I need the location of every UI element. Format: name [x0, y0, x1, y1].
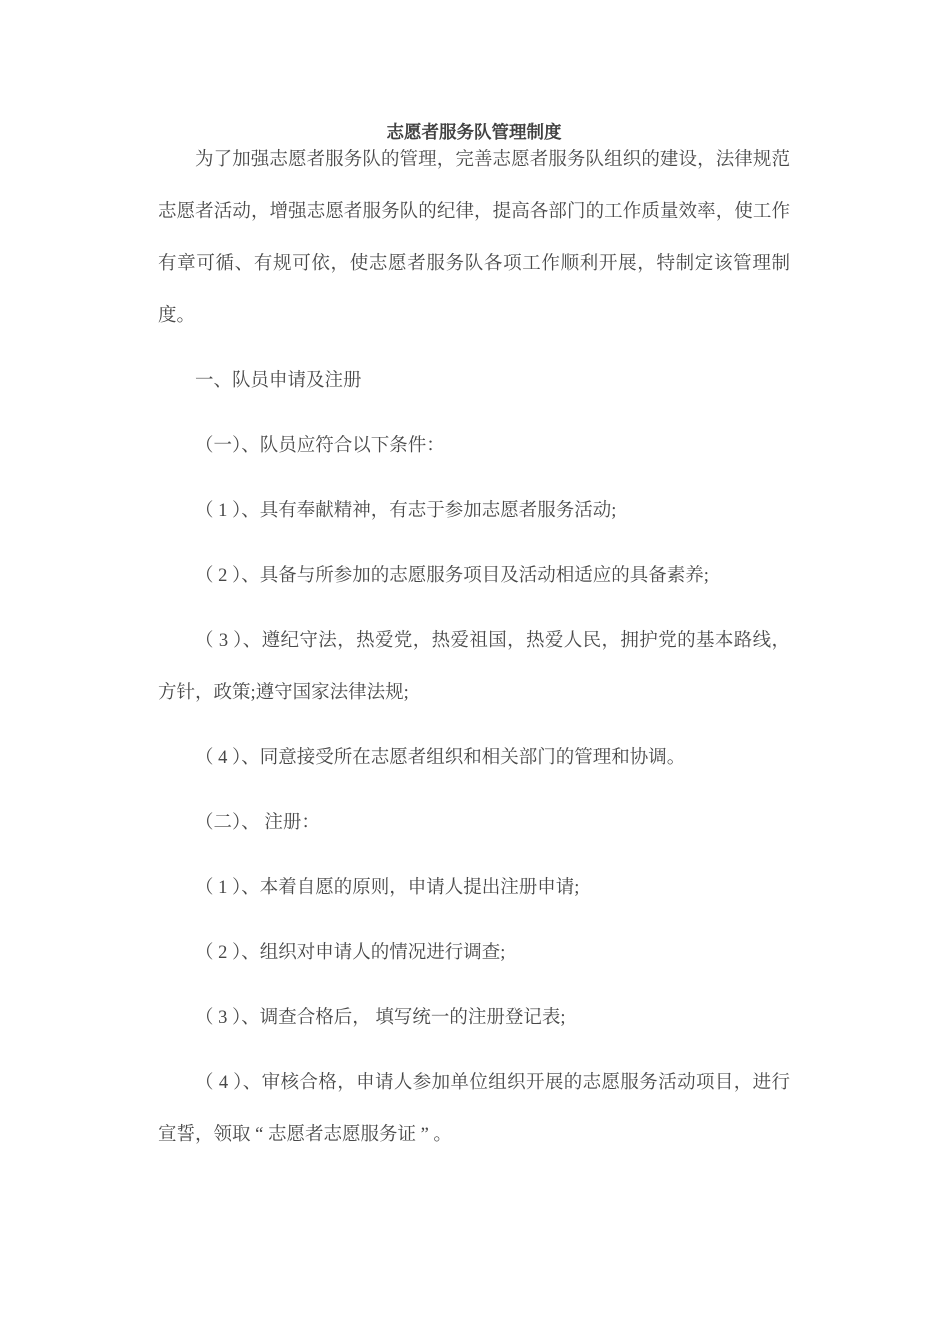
- paragraph: 一、队员申请及注册: [195, 371, 362, 391]
- paragraph: （ 2 ）、组织对申请人的情况进行调查;: [195, 943, 506, 963]
- paragraph: （一）、队员应符合以下条件：: [195, 436, 445, 456]
- paragraph: （ 1 ）、具有奉献精神，有志于参加志愿者服务活动;: [195, 501, 617, 521]
- document-title: 志愿者服务队管理制度: [386, 122, 562, 142]
- paragraph: （ 3 ）、遵纪守法，热爱党，热爱祖国，热爱人民，拥护党的基本路线，方针，政策;遵守国家法律法规;: [158, 631, 790, 703]
- paragraph: （ 2 ）、具备与所参加的志愿服务项目及活动相适应的具备素养;: [195, 566, 709, 586]
- paragraph: （ 4 ）、同意接受所在志愿者组织和相关部门的管理和协调。: [195, 748, 686, 768]
- paragraph: （二）、 注册：: [195, 813, 320, 833]
- paragraph: （ 4 ）、审核合格，申请人参加单位组织开展的志愿服务活动项目，进行宣誓，领取 “ 志愿者志愿服务证 ” 。: [158, 1073, 790, 1145]
- paragraph: （ 3 ）、调查合格后， 填写统一的注册登记表;: [195, 1008, 566, 1028]
- document-body: [158, 134, 790, 1161]
- paragraph: （ 1 ）、本着自愿的原则，申请人提出注册申请;: [195, 878, 580, 898]
- paragraph: 为了加强志愿者服务队的管理，完善志愿者服务队组织的建设，法律规范志愿者活动，增强志愿者服务队的纪律，提高各部门的工作质量效率，使工作有章可循、有规可依，使志愿者服务队各项工作顺利开展，特制定该管理制度。: [158, 150, 790, 326]
